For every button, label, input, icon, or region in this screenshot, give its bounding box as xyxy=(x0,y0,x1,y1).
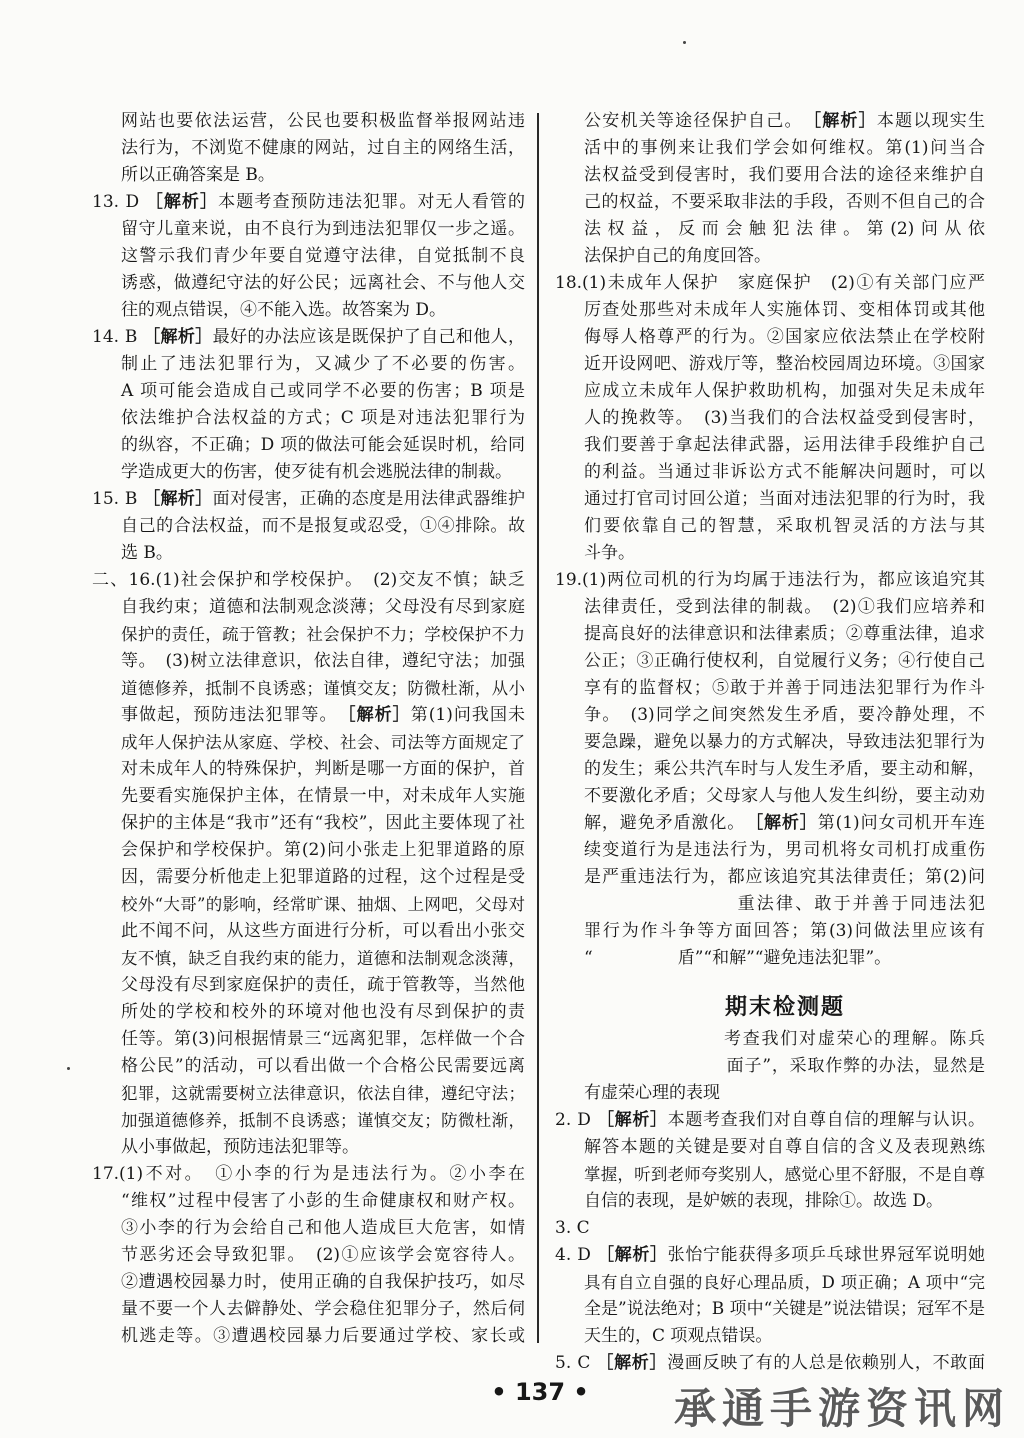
answer-item xyxy=(555,270,985,567)
answer-item xyxy=(92,189,525,324)
text-line: 我们要善于拿起法律武器，运用法律手段维护自己 xyxy=(584,435,985,455)
text-line: 5. C ［解析］漫画反映了有的人总是依赖别人，不敢面 xyxy=(555,1353,985,1373)
text-line: 续变道行为是违法行为，男司机将女司机打成重伤 xyxy=(584,840,985,860)
text-line: 斗争。 xyxy=(584,543,635,563)
answer-item xyxy=(555,1350,985,1377)
text-line: 任等。第(3)问根据情景三“远离犯罪，怎样做一个合 xyxy=(121,1029,525,1049)
text-line: 近开设网吧、游戏厅等，整治校园周边环境。③国家 xyxy=(584,354,985,374)
text-line: 留守儿童来说，由不良行为到违法犯罪仅一步之遥。 xyxy=(121,219,525,239)
text-line: 校外“大哥”的影响，经常旷课、抽烟、上网吧，父母对 xyxy=(121,895,525,914)
text-line: 17.(1)不对。 ①小李的行为是违法行为。②小李在 xyxy=(92,1164,525,1184)
text-line: 是严重违法行为，都应该追究其法律责任；第(2)问 xyxy=(584,867,985,887)
text-line: 保护的责任，疏于管教；社会保护不力；学校保护不力 xyxy=(121,625,525,644)
text-line: 13. D ［解析］本题考查预防违法犯罪。对无人看管的 xyxy=(92,192,525,212)
text-line: 具有自立自强的良好心理品质，D 项正确；A 项中“完 xyxy=(584,1273,985,1292)
scan-speck xyxy=(67,1067,70,1070)
text-line: 此不闻不问，从这些方面进行分析，可以看出小张交 xyxy=(121,921,525,941)
text-line: 学造成更大的伤害，使歹徒有机会逃脱法律的制裁。 xyxy=(121,462,512,482)
left-column xyxy=(92,108,525,1358)
text-line: 会保护和学校保护。第(2)问小张走上犯罪道路的原 xyxy=(121,840,525,860)
text-line: 己的权益，不要采取非法的手段，否则不但自己的合 xyxy=(584,192,985,212)
text-line: 保护的主体是“我市”还有“我校”，因此主要体现了社 xyxy=(121,813,525,833)
text-line: 人的挽救等。 (3)当我们的合法权益受到侵害时， xyxy=(584,408,985,428)
answer-item xyxy=(555,1242,985,1350)
text-line: 解，避免矛盾激化。 ［解析］第(1)问女司机开车连 xyxy=(584,813,985,833)
text-line: 所处的学校和校外的环境对他也没有尽到保护的责 xyxy=(121,1002,525,1022)
text-line: 15. B ［解析］面对侵害，正确的态度是用法律武器维护 xyxy=(92,489,525,509)
text-line: ③小李的行为会给自己和他人造成巨大危害，如情 xyxy=(121,1218,525,1238)
text-line: 事做起，预防违法犯罪等。 ［解析］第(1)问我国未 xyxy=(121,705,525,725)
text-line: 自己的合法权益，而不是报复或忍受，①④排除。故 xyxy=(121,516,525,536)
text-line: 罪行为作斗争等方面回答；第(3)问做法里应该有 xyxy=(584,921,985,941)
answer-item xyxy=(555,1215,985,1242)
text-line: “维权”过程中侵害了小彭的生命健康权和财产权。 xyxy=(121,1191,525,1211)
answer-item xyxy=(555,108,985,270)
text-line: 14. B ［解析］最好的办法应该是既保护了自己和他人， xyxy=(92,327,525,347)
answer-item xyxy=(555,1107,985,1215)
text-line: 犯罪，这就需要树立法律意识，依法自律，遵纪守法； xyxy=(121,1084,525,1103)
text-line: 节恶劣还会导致犯罪。 (2)①应该学会宽容待人。 xyxy=(121,1245,525,1265)
text-line: 掌握，听到老师夸奖别人，感觉心里不舒服，不是自尊 xyxy=(584,1165,985,1184)
text-line: 自我约束；道德和法制观念淡薄；父母没有尽到家庭 xyxy=(121,597,525,617)
text-line: 要急躁，避免以暴力的方式解决，导致违法犯罪行为 xyxy=(584,732,985,752)
text-line: 厉查处那些对未成年人实施体罚、变相体罚或其他 xyxy=(584,300,985,320)
scan-speck xyxy=(683,41,686,44)
text-line: 18.(1)未成年人保护 家庭保护 (2)①有关部门应严 xyxy=(555,273,985,293)
text-line: 量不要一个人去僻静处、学会稳住犯罪分子，然后伺 xyxy=(121,1299,525,1319)
text-line: 加强道德修养，抵制不良诱惑；谨慎交友；防微杜渐， xyxy=(121,1111,525,1130)
text-line: 通过打官司讨回公道；当面对违法犯罪的行为时，我 xyxy=(584,489,985,509)
text-line: 道德修养，抵制不良诱惑；谨慎交友；防微杜渐，从小 xyxy=(121,679,525,698)
text-line: 侮辱人格尊严的行为。②国家应依法禁止在学校附 xyxy=(584,327,985,347)
text-line: 面子”，采取作弊的办法，显然是 xyxy=(584,1056,985,1076)
text-line: 享有的监督权；⑤敢于并善于同违法犯罪行为作斗 xyxy=(584,678,985,698)
text-line: 机逃走等。③遭遇校园暴力后要通过学校、家长或 xyxy=(121,1326,525,1346)
text-line: 往的观点错误，④不能入选。故答案为 D。 xyxy=(121,300,447,320)
text-line: “ 盾”“和解”“避免违法犯罪”。 xyxy=(584,948,892,968)
page-number: • 137 • xyxy=(491,1378,589,1406)
text-line: 争。 (3)同学之间突然发生矛盾，要冷静处理，不 xyxy=(584,705,985,725)
text-line: 全是”说法绝对；B 项中“关键是”说法错误；冠军不是 xyxy=(584,1299,985,1319)
text-line: 有虚荣心理的表现 xyxy=(584,1083,720,1103)
text-line: 这警示我们青少年要自觉遵守法律，自觉抵制不良 xyxy=(121,246,525,266)
text-line: 法行为，不浏览不健康的网站，过自主的网络生活， xyxy=(121,138,525,158)
text-line: 依法维护合法权益的方式；C 项是对违法犯罪行为 xyxy=(121,408,525,428)
text-line: 所以正确答案是 B。 xyxy=(121,165,275,185)
text-line: 友不慎，缺乏自我约束的能力，道德和法制观念淡薄， xyxy=(121,949,525,968)
text-line: 二、16.(1)社会保护和学校保护。 (2)交友不慎；缺乏 xyxy=(92,570,525,590)
text-line: 自信的表现，是妒嫉的表现，排除①。故选 D。 xyxy=(584,1191,944,1211)
text-line: 不要激化矛盾；父母家人与他人发生纠纷，要主动劝 xyxy=(584,786,985,806)
text-line: 法律责任，受到法律的制裁。 (2)①我们应培养和 xyxy=(584,597,985,617)
text-line: 4. D ［解析］张怡宁能获得多项乒乓球世界冠军说明她 xyxy=(555,1245,985,1265)
text-line: 法权益，反而会触犯法律。第(2)问从依 xyxy=(584,219,985,239)
answer-item xyxy=(92,486,525,567)
text-line: 选 B。 xyxy=(121,543,173,563)
text-line: 解答本题的关键是要对自尊自信的含义及表现熟练 xyxy=(584,1137,985,1157)
text-line: 从小事做起，预防违法犯罪等。 xyxy=(121,1137,359,1157)
answer-item xyxy=(92,108,525,189)
text-line: ②遭遇校园暴力时，使用正确的自我保护技巧，如尽 xyxy=(121,1272,525,1292)
text-line: 网站也要依法运营，公民也要积极监督举报网站违 xyxy=(121,111,525,131)
text-line: 提高良好的法律意识和法律素质；②尊重法律，追求 xyxy=(584,624,985,644)
watermark: 承通手游资讯网 xyxy=(673,1384,1010,1433)
answer-item xyxy=(92,567,525,1161)
text-line: 制止了违法犯罪行为，又减少了不必要的伤害。 xyxy=(121,354,525,374)
answer-item xyxy=(555,567,985,972)
text-line: 考查我们对虚荣心的理解。陈兵 xyxy=(555,1029,985,1049)
text-line: 2. D ［解析］本题考查我们对自尊自信的理解与认识。 xyxy=(555,1110,985,1130)
text-line: 19.(1)两位司机的行为均属于违法行为，都应该追究其 xyxy=(555,570,985,590)
column-divider xyxy=(537,113,539,1343)
section-heading: 期末检测题 xyxy=(724,994,845,1020)
text-line: 的利益。当通过非诉讼方式不能解决问题时，可以 xyxy=(584,462,985,482)
text-line: 公安机关等途径保护自己。 ［解析］本题以现实生 xyxy=(584,111,985,131)
text-line: 们要依靠自己的智慧，采取机智灵活的方法与其 xyxy=(584,516,985,536)
text-line: 法权益受到侵害时，我们要用合法的途径来维护自 xyxy=(584,165,985,185)
text-line: 的纵容，不正确；D 项的做法可能会延误时机，给同 xyxy=(121,435,525,455)
text-line: 先要看实施保护主体，在情景一中，对未成年人实施 xyxy=(121,786,525,806)
text-line: 父母没有尽到家庭保护的责任，疏于管教等，当然他 xyxy=(121,975,525,995)
answer-item xyxy=(555,1026,985,1107)
text-line: 天生的，C 项观点错误。 xyxy=(584,1326,773,1346)
answer-item xyxy=(92,1161,525,1350)
text-line: 重法律、敢于并善于同违法犯 xyxy=(584,894,985,914)
text-line: 诱惑，做遵纪守法的好公民；远离社会、不与他人交 xyxy=(121,273,525,293)
text-line: 因，需要分析他走上犯罪道路的过程，这个过程是受 xyxy=(121,867,525,887)
text-line: 等。 (3)树立法律意识，依法自律，遵纪守法；加强 xyxy=(121,651,525,671)
text-line: 对未成年人的特殊保护，判断是哪一方面的保护，首 xyxy=(121,759,525,779)
text-line: 活中的事例来让我们学会如何维权。第(1)问当合 xyxy=(584,138,985,158)
text-line: A 项可能会造成自己或同学不必要的伤害；B 项是 xyxy=(121,381,525,401)
text-line: 应成立未成年人保护救助机构，加强对失足未成年 xyxy=(584,381,985,401)
right-column xyxy=(555,108,985,1380)
answer-item xyxy=(92,324,525,486)
text-line: 成年人保护法从家庭、学校、社会、司法等方面规定了 xyxy=(121,733,525,752)
text-line: 法保护自己的角度回答。 xyxy=(584,246,771,266)
text-line: 3. C xyxy=(555,1218,590,1238)
text-line: 公正；③正确行使权利，自觉履行义务；④行使自己 xyxy=(584,651,985,671)
text-line: 格公民”的活动，可以看出做一个合格公民需要远离 xyxy=(121,1056,525,1076)
text-line: 的发生；乘公共汽车时与人发生矛盾，要主动和解， xyxy=(584,759,985,779)
